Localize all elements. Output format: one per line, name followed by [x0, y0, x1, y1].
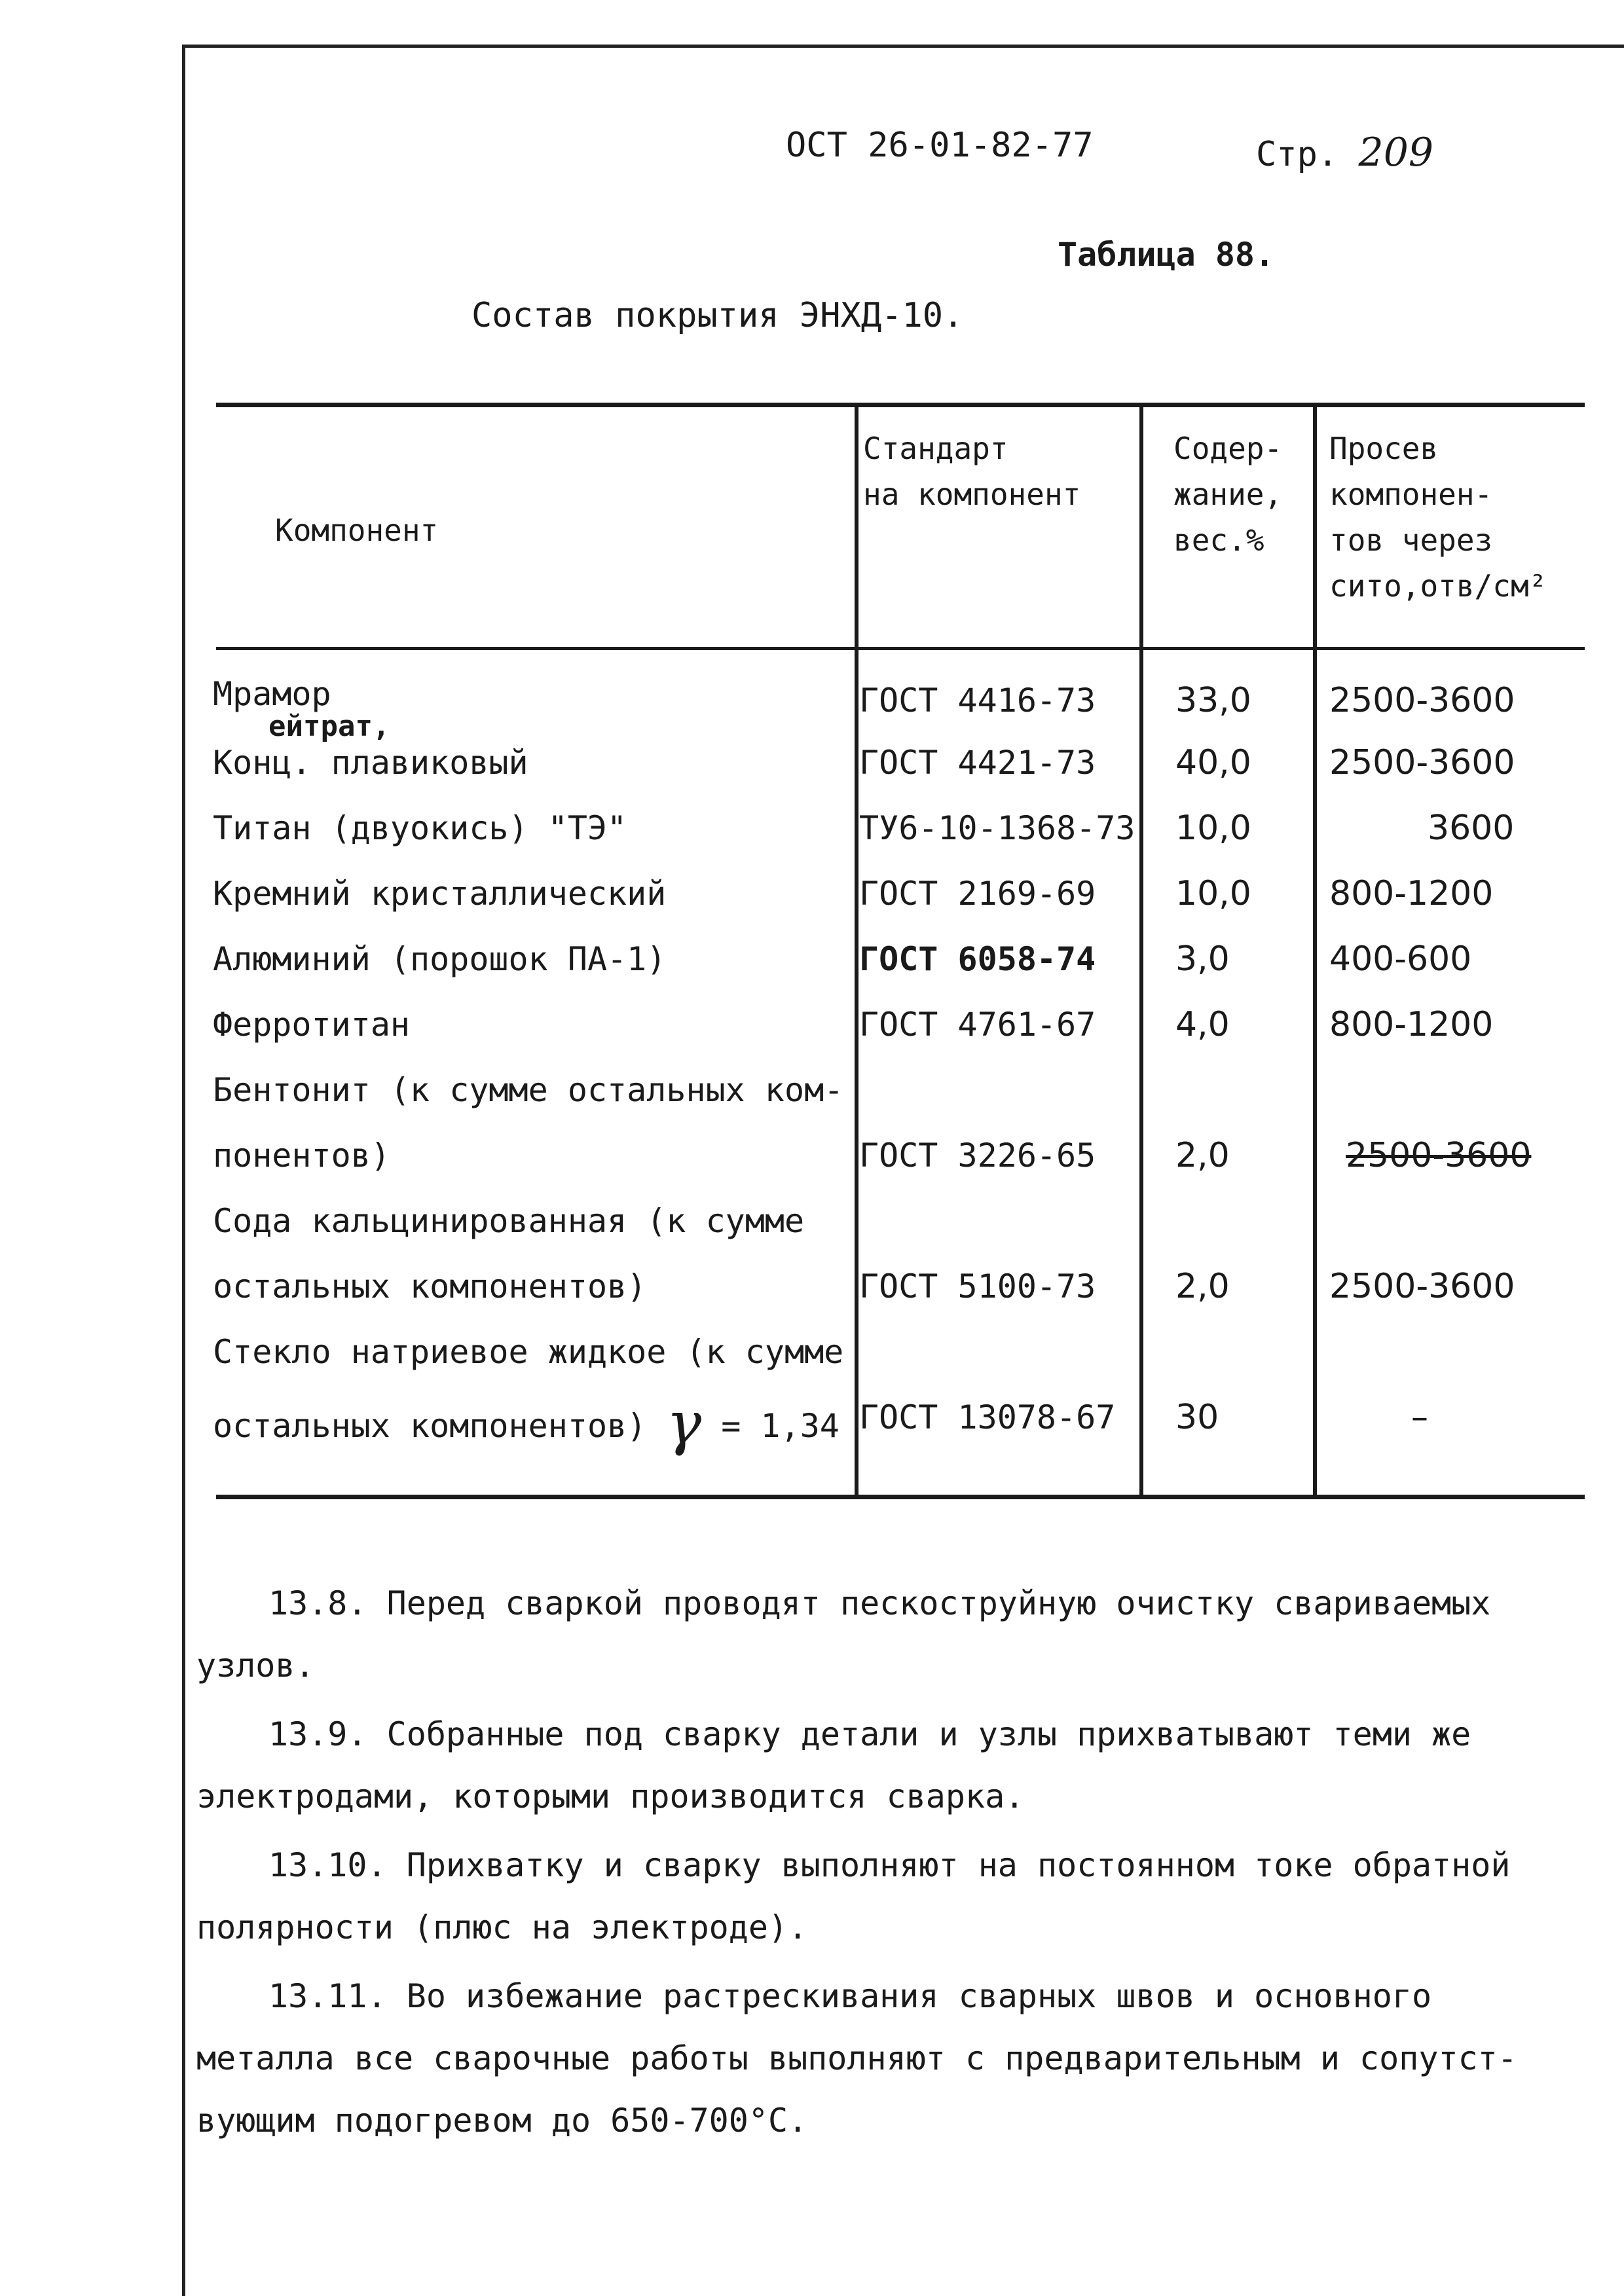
row-content: 4,0 [1175, 1005, 1230, 1044]
paragraph-13-9-line2: электродами, которыми производится сварка. [196, 1777, 1025, 1815]
page-number [1256, 130, 1433, 175]
row-sieve: 400-600 [1329, 939, 1472, 979]
table-top-rule [216, 403, 1585, 407]
row-sieve: 3600 [1428, 809, 1515, 848]
header-content [1173, 426, 1282, 563]
row-standard: ГОСТ 5100-73 [859, 1267, 1096, 1305]
row-component-line1: Сода кальцинированная (к сумме [213, 1202, 805, 1240]
page-prefix: Стр. [1256, 135, 1338, 174]
gamma-value: = 1,34 [721, 1407, 840, 1445]
column-divider-3 [1313, 407, 1317, 1495]
table-number: Таблица 88. [1058, 236, 1275, 274]
row-component-line2: понентов) [213, 1137, 390, 1175]
paragraph-13-8-line1: 13.8. Перед сваркой проводят пескоструйную очистку свариваемых [268, 1584, 1491, 1622]
row-component: Титан (двуокись) "ТЭ" [213, 809, 627, 847]
table-bottom-rule [216, 1495, 1585, 1499]
row-component-line2 [213, 1389, 840, 1458]
paragraph-13-8-line2: узлов. [196, 1647, 315, 1685]
row-component-line2: остальных компонентов) [213, 1267, 647, 1305]
gamma-symbol: γ [666, 1389, 702, 1458]
header-sieve-line2: компонен- [1329, 477, 1493, 512]
header-sieve-line3: тов через [1329, 522, 1493, 558]
row-component-line1: Стекло натриевое жидкое (к сумме [213, 1333, 844, 1371]
header-content-line3: вес.% [1173, 522, 1264, 558]
row-insert-correction: ейтрат, [268, 710, 390, 743]
row-content: 2,0 [1175, 1136, 1230, 1175]
header-sieve-line4: сито,отв/см² [1329, 568, 1547, 604]
header-bottom-rule [216, 647, 1585, 650]
row-standard: ГОСТ 6058-74 [859, 940, 1096, 978]
row-component: Кремний кристаллический [213, 875, 667, 913]
row-component: Мрамор [213, 675, 331, 713]
row-sieve: 2500-3600 [1329, 681, 1515, 720]
row-component-line1: Бентонит (к сумме остальных ком- [213, 1071, 844, 1109]
row-content: 30 [1175, 1398, 1219, 1437]
row-standard: ГОСТ 3226-65 [859, 1137, 1096, 1175]
row-standard: ГОСТ 13078-67 [859, 1398, 1116, 1436]
row-content: 40,0 [1175, 743, 1251, 782]
header-standard [863, 426, 1080, 517]
paragraph-13-11-line1: 13.11. Во избежание растрескивания сварных швов и основного [268, 1977, 1432, 2015]
header-content-line2: жание, [1173, 477, 1283, 512]
row-content: 2,0 [1175, 1267, 1230, 1306]
row-content: 10,0 [1175, 874, 1251, 913]
row-component: Ферротитан [213, 1006, 411, 1044]
paragraph-13-9-line1: 13.9. Собранные под сварку детали и узлы прихватывают теми же [268, 1715, 1471, 1753]
column-divider-2 [1139, 407, 1143, 1495]
document-code: ОСТ 26-01-82-77 [786, 126, 1094, 165]
header-standard-line2: на компонент [863, 477, 1081, 512]
header-sieve-line1: Просев [1329, 431, 1439, 466]
row-sieve: 2500-3600 [1329, 1267, 1515, 1306]
row-component-line2-text: остальных компонентов) [213, 1407, 647, 1445]
paragraph-13-11-line3: вующим подогревом до 650-700°С. [196, 2102, 808, 2140]
row-sieve: 2500-3600 [1346, 1136, 1532, 1175]
row-content: 33,0 [1175, 681, 1251, 720]
row-component: Алюминий (порошок ПА-1) [213, 940, 667, 978]
row-sieve: 800-1200 [1329, 1005, 1494, 1044]
paragraph-13-10-line2: полярности (плюс на электроде). [196, 1908, 808, 1946]
row-standard: ГОСТ 4416-73 [859, 682, 1096, 720]
header-content-line1: Содер- [1173, 431, 1283, 466]
row-content: 3,0 [1175, 939, 1230, 979]
row-sieve: 800-1200 [1329, 874, 1494, 913]
paragraph-13-10-line1: 13.10. Прихватку и сварку выполняют на постоянном токе обратной [268, 1846, 1511, 1884]
page-number-handwritten: 209 [1358, 130, 1434, 175]
page-frame-left [182, 47, 185, 2296]
row-standard: ГОСТ 4421-73 [859, 744, 1096, 782]
page-frame-top [182, 45, 1624, 48]
row-standard: ТУ6-10-1368-73 [859, 809, 1135, 847]
row-sieve: – [1411, 1398, 1428, 1437]
paragraph-13-11-line2: металла все сварочные работы выполняют с предварительным и сопутст- [196, 2039, 1517, 2077]
table-title: Состав покрытия ЭНХД-10. [471, 296, 964, 335]
row-sieve: 2500-3600 [1329, 743, 1515, 782]
row-component: Конц. плавиковый [213, 744, 528, 782]
row-standard: ГОСТ 4761-67 [859, 1006, 1096, 1044]
row-standard: ГОСТ 2169-69 [859, 875, 1096, 913]
column-divider-1 [855, 407, 858, 1495]
row-content: 10,0 [1175, 809, 1251, 848]
header-component: Компонент [275, 513, 439, 548]
header-standard-line1: Стандарт [863, 431, 1008, 466]
header-sieve [1329, 426, 1547, 609]
